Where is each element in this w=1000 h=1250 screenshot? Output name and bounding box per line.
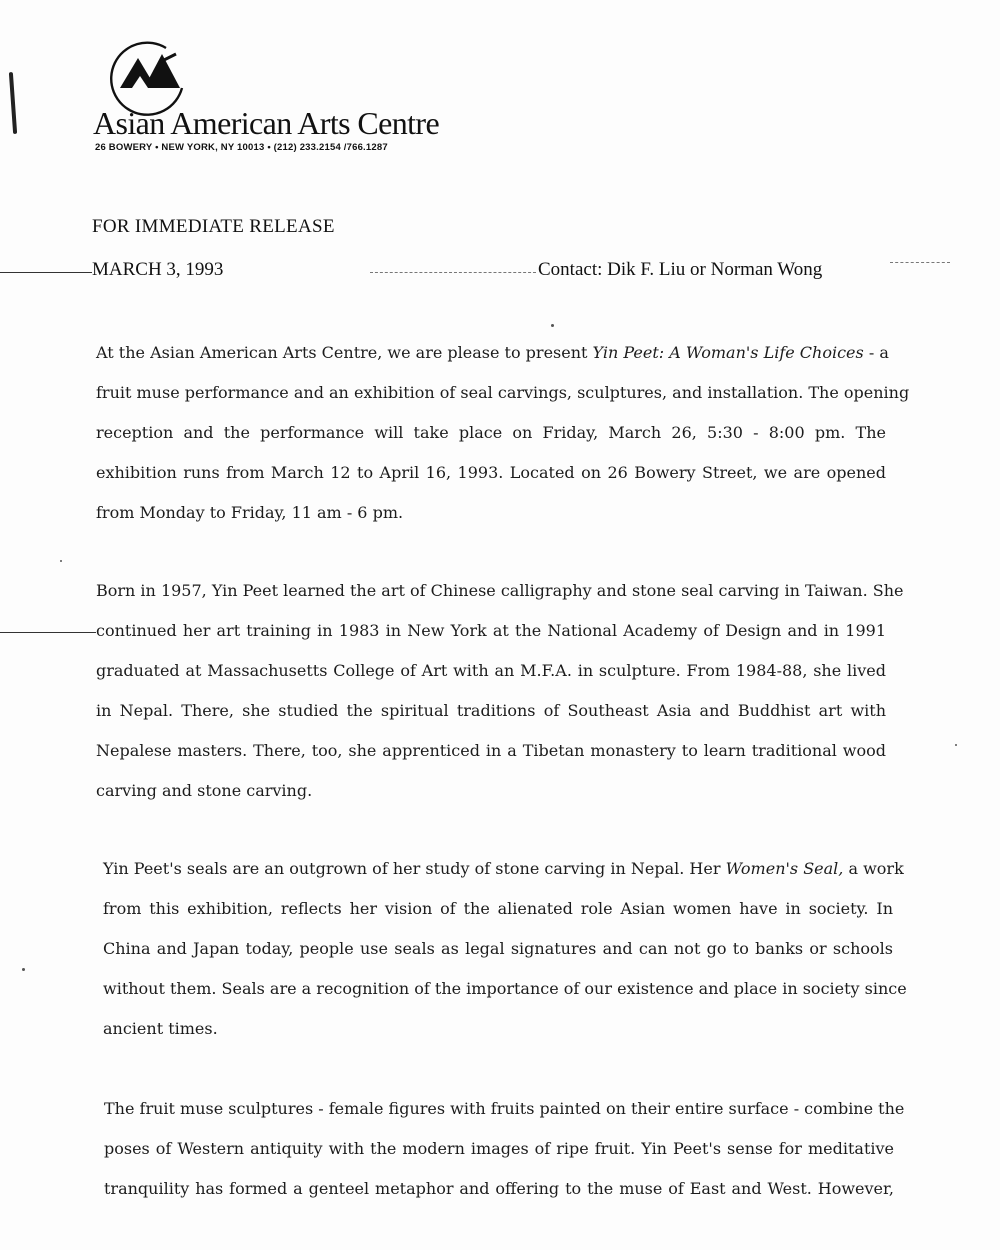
exhibition-title: Yin Peet: A Woman's Life Choices xyxy=(592,343,864,362)
scan-speck xyxy=(60,560,62,562)
contact-trailing-line xyxy=(890,262,950,263)
paragraph-fruit-muse xyxy=(104,1089,905,1209)
scan-speck xyxy=(22,968,25,971)
scan-speck xyxy=(955,744,957,746)
margin-pen-line xyxy=(0,632,96,633)
scan-margin-mark xyxy=(9,72,17,134)
paragraph-line: exhibition runs from March 12 to April 16, 1993. Located on 26 Bowery Street, we are opened xyxy=(96,463,886,482)
organization-address: 26 BOWERY • NEW YORK, NY 10013 • (212) 233.2154 /766.1287 xyxy=(95,142,388,153)
organization-name: Asian American Arts Centre xyxy=(93,105,440,141)
paragraph-line: carving and stone carving. xyxy=(96,781,313,800)
release-heading: FOR IMMEDIATE RELEASE xyxy=(92,216,335,237)
paragraph-line: fruit muse performance and an exhibition of seal carvings, sculptures, and installation. The opening xyxy=(96,383,910,402)
paragraph-seals xyxy=(103,849,907,1049)
text-run: - a xyxy=(863,343,889,362)
paragraph-line: Born in 1957, Yin Peet learned the art of Chinese calligraphy and stone seal carving in Taiwan. She xyxy=(96,581,904,600)
text-run: At the Asian American Arts Centre, we are please to present xyxy=(96,343,593,362)
paragraph-line: in Nepal. There, she studied the spiritual traditions of Southeast Asia and Buddhist art with xyxy=(96,701,886,720)
paragraph-line: China and Japan today, people use seals as legal signatures and can not go to banks or schools xyxy=(103,939,893,958)
text-run: a work xyxy=(843,859,904,878)
text-run: Yin Peet's seals are an outgrown of her study of stone carving in Nepal. Her xyxy=(103,859,726,878)
release-date: MARCH 3, 1993 xyxy=(92,259,224,280)
paragraph-line: continued her art training in 1983 in New York at the National Academy of Design and in 1991 xyxy=(96,621,886,640)
paragraph-line: from this exhibition, reflects her vision of the alienated role Asian women have in society. In xyxy=(103,899,893,918)
paragraph-line: ancient times. xyxy=(103,1019,218,1038)
artwork-title: Women's Seal, xyxy=(725,859,844,878)
paragraph-line: tranquility has formed a genteel metaphor and offering to the muse of East and West. However, xyxy=(104,1179,894,1198)
paragraph-line: The fruit muse sculptures - female figures with fruits painted on their entire surface - combine the xyxy=(104,1099,905,1118)
date-leader-line xyxy=(0,272,92,273)
paragraph-artist-bio xyxy=(96,571,904,811)
scan-speck xyxy=(551,324,554,327)
paragraph-line: Nepalese masters. There, too, she apprenticed in a Tibetan monastery to learn traditional wood xyxy=(96,741,886,760)
paragraph-line: without them. Seals are a recognition of the importance of our existence and place in society since xyxy=(103,979,907,998)
paragraph-line xyxy=(103,849,904,889)
paragraph-event-intro xyxy=(96,333,910,533)
paragraph-line: graduated at Massachusetts College of Art with an M.F.A. in sculpture. From 1984-88, she lived xyxy=(96,661,886,680)
paragraph-line xyxy=(96,333,889,373)
paragraph-line: poses of Western antiquity with the modern images of ripe fruit. Yin Peet's sense for meditative xyxy=(104,1139,894,1158)
contact-leader-line xyxy=(370,272,536,273)
contact-line: Contact: Dik F. Liu or Norman Wong xyxy=(538,259,823,280)
paragraph-line: reception and the performance will take place on Friday, March 26, 5:30 - 8:00 pm. The xyxy=(96,423,886,442)
paragraph-line: from Monday to Friday, 11 am - 6 pm. xyxy=(96,503,404,522)
